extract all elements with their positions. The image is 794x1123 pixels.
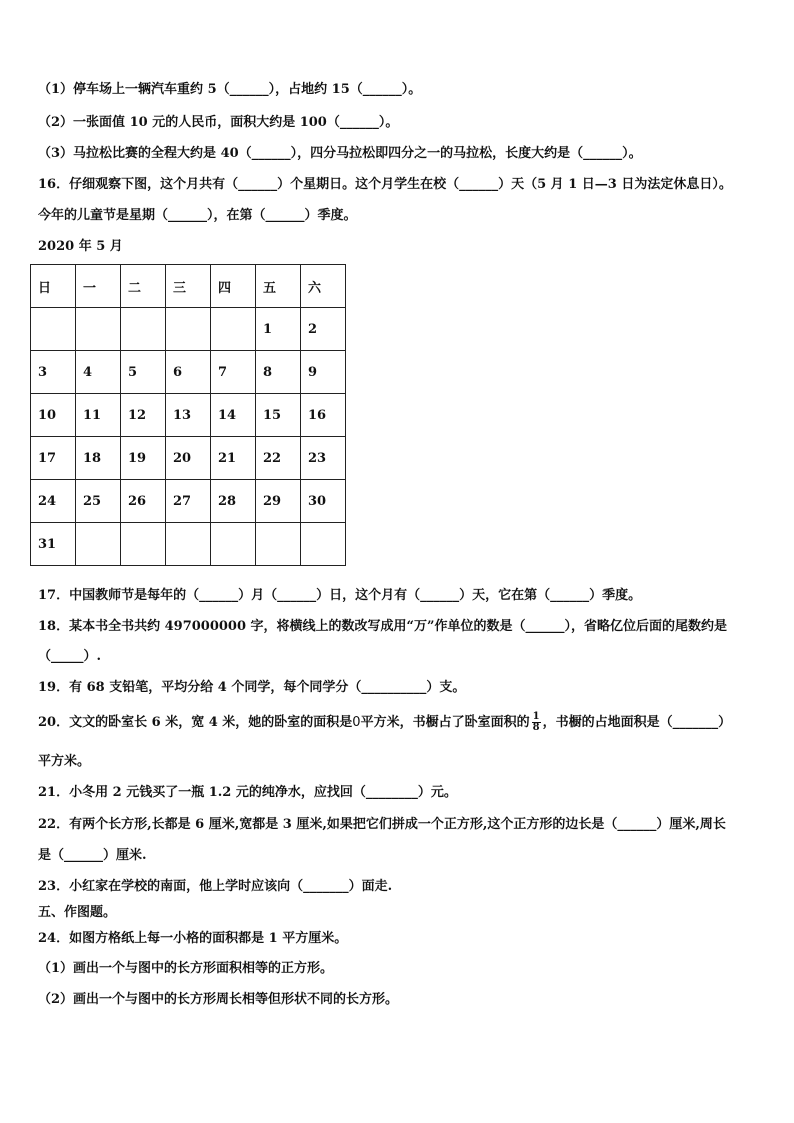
calendar-day-cell: 21 xyxy=(211,437,256,480)
q20-fraction xyxy=(532,712,541,733)
calendar-weekday-cell: 一 xyxy=(76,265,121,308)
calendar-day-cell: 8 xyxy=(256,351,301,394)
calendar-day-cell xyxy=(256,523,301,566)
calendar-day-cell: 18 xyxy=(76,437,121,480)
calendar-day-cell: 29 xyxy=(256,480,301,523)
calendar-day-cell: 6 xyxy=(166,351,211,394)
q24-part1: （1）画出一个与图中的长方形面积相等的正方形。 xyxy=(38,961,334,976)
calendar-day-cell: 17 xyxy=(31,437,76,480)
calendar-day-cell: 2 xyxy=(301,308,346,351)
calendar-week-row xyxy=(31,480,346,523)
calendar-day-cell: 10 xyxy=(31,394,76,437)
calendar-day-cell: 15 xyxy=(256,394,301,437)
calendar-day-cell: 13 xyxy=(166,394,211,437)
q15-part3: （3）马拉松比赛的全程大约是 40（______），四分马拉松即四分之一的马拉松，长度大约是（______）。 xyxy=(38,146,642,161)
calendar-day-cell xyxy=(121,523,166,566)
calendar-day-cell: 27 xyxy=(166,480,211,523)
q21: 21．小冬用 2 元钱买了一瓶 1.2 元的纯净水，应找回（________）元。 xyxy=(38,785,457,800)
calendar-week-row xyxy=(31,437,346,480)
calendar-day-cell xyxy=(166,308,211,351)
q17: 17．中国教师节是每年的（______）月（______）日，这个月有（______）天，它在第（______）季度。 xyxy=(38,588,642,603)
calendar-day-cell: 30 xyxy=(301,480,346,523)
calendar-day-cell: 5 xyxy=(121,351,166,394)
calendar-day-cell xyxy=(31,308,76,351)
q24: 24．如图方格纸上每一小格的面积都是 1 平方厘米。 xyxy=(38,931,348,946)
calendar-weekday-cell: 五 xyxy=(256,265,301,308)
q19: 19．有 68 支铅笔，平均分给 4 个同学，每个同学分（__________）支。 xyxy=(38,680,466,695)
calendar-day-cell xyxy=(76,308,121,351)
calendar-day-cell: 25 xyxy=(76,480,121,523)
calendar-week-row xyxy=(31,351,346,394)
calendar-day-cell: 7 xyxy=(211,351,256,394)
calendar-day-cell: 14 xyxy=(211,394,256,437)
q20-text-pre: 20．文文的卧室长 6 米，宽 4 米，她的卧室的面积是 xyxy=(38,715,353,730)
calendar-day-cell: 23 xyxy=(301,437,346,480)
calendar-day-cell xyxy=(301,523,346,566)
calendar-day-cell: 24 xyxy=(31,480,76,523)
q18-line2: （_____）. xyxy=(38,649,102,664)
calendar-day-cell: 19 xyxy=(121,437,166,480)
calendar-day-cell xyxy=(166,523,211,566)
calendar-day-cell: 28 xyxy=(211,480,256,523)
calendar-day-cell: 9 xyxy=(301,351,346,394)
calendar-weekday-cell: 六 xyxy=(301,265,346,308)
q22-line1: 22．有两个长方形,长都是 6 厘米,宽都是 3 厘米,如果把它们拼成一个正方形,这个正方形的边长是（______）厘米,周长 xyxy=(38,817,726,832)
calendar-day-cell xyxy=(76,523,121,566)
q24-part2: （2）画出一个与图中的长方形周长相等但形状不同的长方形。 xyxy=(38,992,399,1007)
fraction-numerator: 1 xyxy=(532,711,540,722)
calendar-day-cell: 3 xyxy=(31,351,76,394)
calendar-day-cell xyxy=(211,308,256,351)
q22-line2: 是（______）厘米. xyxy=(38,848,147,863)
q20-text-mid: 平方米，书橱占了卧室面积的 xyxy=(360,715,530,730)
calendar-week-row xyxy=(31,308,346,351)
q16-line2: 今年的儿童节是星期（______），在第（______）季度。 xyxy=(38,208,357,223)
calendar-day-cell xyxy=(211,523,256,566)
calendar-day-cell: 12 xyxy=(121,394,166,437)
calendar-day-cell: 22 xyxy=(256,437,301,480)
calendar-day-cell xyxy=(121,308,166,351)
calendar-weekday-cell: 日 xyxy=(31,265,76,308)
calendar-day-cell: 11 xyxy=(76,394,121,437)
calendar-week-row xyxy=(31,394,346,437)
q15-part2: （2）一张面值 10 元的人民币，面积大约是 100（______）。 xyxy=(38,115,399,130)
q15-part1: （1）停车场上一辆汽车重约 5（______），占地约 15（______）。 xyxy=(38,82,422,97)
q23: 23．小红家在学校的南面，他上学时应该向（_______）面走. xyxy=(38,879,393,894)
calendar-table xyxy=(30,264,346,566)
calendar-weekday-cell: 二 xyxy=(121,265,166,308)
q20-zero: 0 xyxy=(352,715,361,730)
q20-line2: 平方米。 xyxy=(38,754,91,769)
q18-line1: 18．某本书全书共约 497000000 字，将横线上的数改写成用“万”作单位的数是（______），省略亿位后面的尾数约是 xyxy=(38,619,728,634)
calendar-header-row xyxy=(31,265,346,308)
calendar-day-cell: 1 xyxy=(256,308,301,351)
q20-text-post: ，书橱的占地面积是（_______） xyxy=(542,715,732,730)
fraction-denominator: 8 xyxy=(532,722,540,733)
q20-line1 xyxy=(38,712,731,733)
calendar-weekday-cell: 四 xyxy=(211,265,256,308)
calendar-day-cell: 26 xyxy=(121,480,166,523)
calendar-day-cell: 20 xyxy=(166,437,211,480)
calendar-day-cell: 4 xyxy=(76,351,121,394)
calendar-weekday-cell: 三 xyxy=(166,265,211,308)
calendar-week-row xyxy=(31,523,346,566)
calendar-day-cell: 31 xyxy=(31,523,76,566)
section-five-title: 五、作图题。 xyxy=(38,905,117,920)
calendar-day-cell: 16 xyxy=(301,394,346,437)
q16-line1: 16．仔细观察下图，这个月共有（______）个星期日。这个月学生在校（______）天（5 月 1 日—3 日为法定休息日）。 xyxy=(38,177,732,192)
calendar-title: 2020 年 5 月 xyxy=(38,239,123,254)
